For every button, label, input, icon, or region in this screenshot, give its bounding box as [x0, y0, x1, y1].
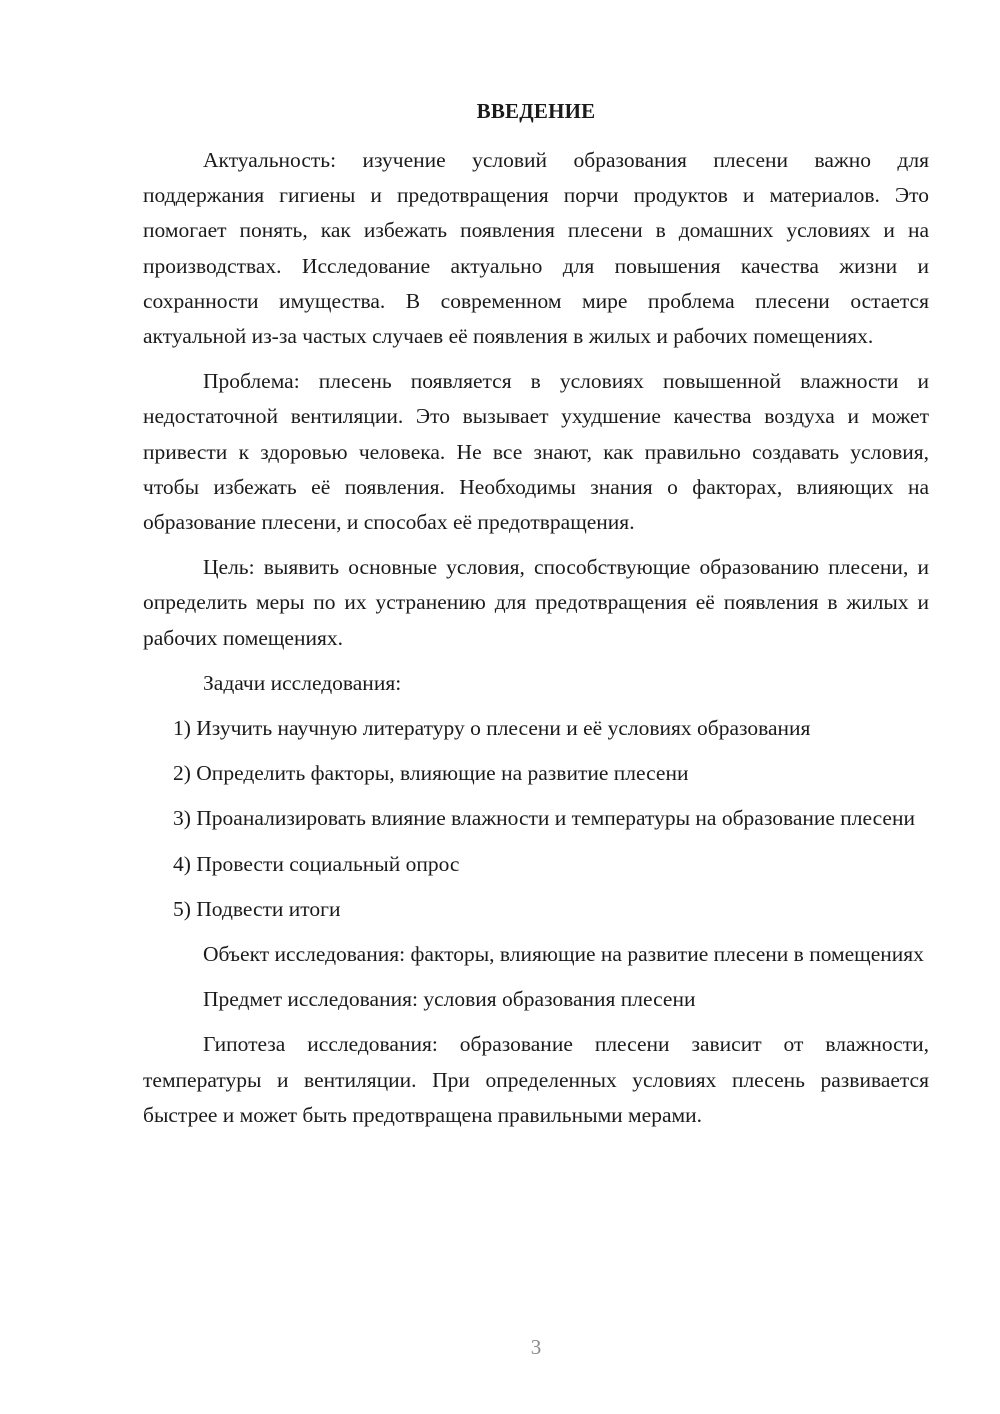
paragraph-relevance: Актуальность: изучение условий образования плесени важно для поддержания гигиены и предотвращения порчи продуктов и материалов. Это помогает понять, как избежать появления плесени в домашних условиях и на производствах. Исследование актуально для повышения качества жизни и сохранности имущества. В современном мире проблема плесени остается актуальной из-за частых случаев её появления в жилых и рабочих помещениях. — [143, 148, 929, 349]
paragraph-goal: Цель: выявить основные условия, способствующие образованию плесени, и определить меры по их устранению для предотвращения её появления в жилых и рабочих помещениях. — [143, 555, 929, 650]
task-item-5: 5) Подвести итоги — [173, 896, 341, 921]
task-item-1: 1) Изучить научную литературу о плесени и её условиях образования — [173, 716, 811, 741]
paragraph-subject: Предмет исследования: условия образования плесени — [203, 987, 696, 1012]
document-body — [143, 143, 929, 1143]
task-item-3: 3) Проанализировать влияние влажности и температуры на образование плесени — [173, 806, 915, 831]
page-number: 3 — [530, 1335, 542, 1359]
page-title: ВВЕДЕНИЕ — [476, 99, 596, 123]
task-item-2: 2) Определить факторы, влияющие на развитие плесени — [173, 761, 689, 786]
paragraph-object: Объект исследования: факторы, влияющие на развитие плесени в помещениях — [203, 942, 924, 967]
paragraph-hypothesis: Гипотеза исследования: образование плесени зависит от влажности, температуры и вентиляции. При определенных условиях плесень развивается быстрее и может быть предотвращена правильными мерами. — [143, 1032, 929, 1127]
paragraph-problem: Проблема: плесень появляется в условиях повышенной влажности и недостаточной вентиляции. Это вызывает ухудшение качества воздуха и может привести к здоровью человека. Не все знают, как правильно создавать условия, чтобы избежать её появления. Необходимы знания о факторах, влияющих на образование плесени, и способах её предотвращения. — [143, 369, 929, 535]
task-item-4: 4) Провести социальный опрос — [173, 851, 460, 876]
tasks-title: Задачи исследования: — [203, 670, 402, 695]
